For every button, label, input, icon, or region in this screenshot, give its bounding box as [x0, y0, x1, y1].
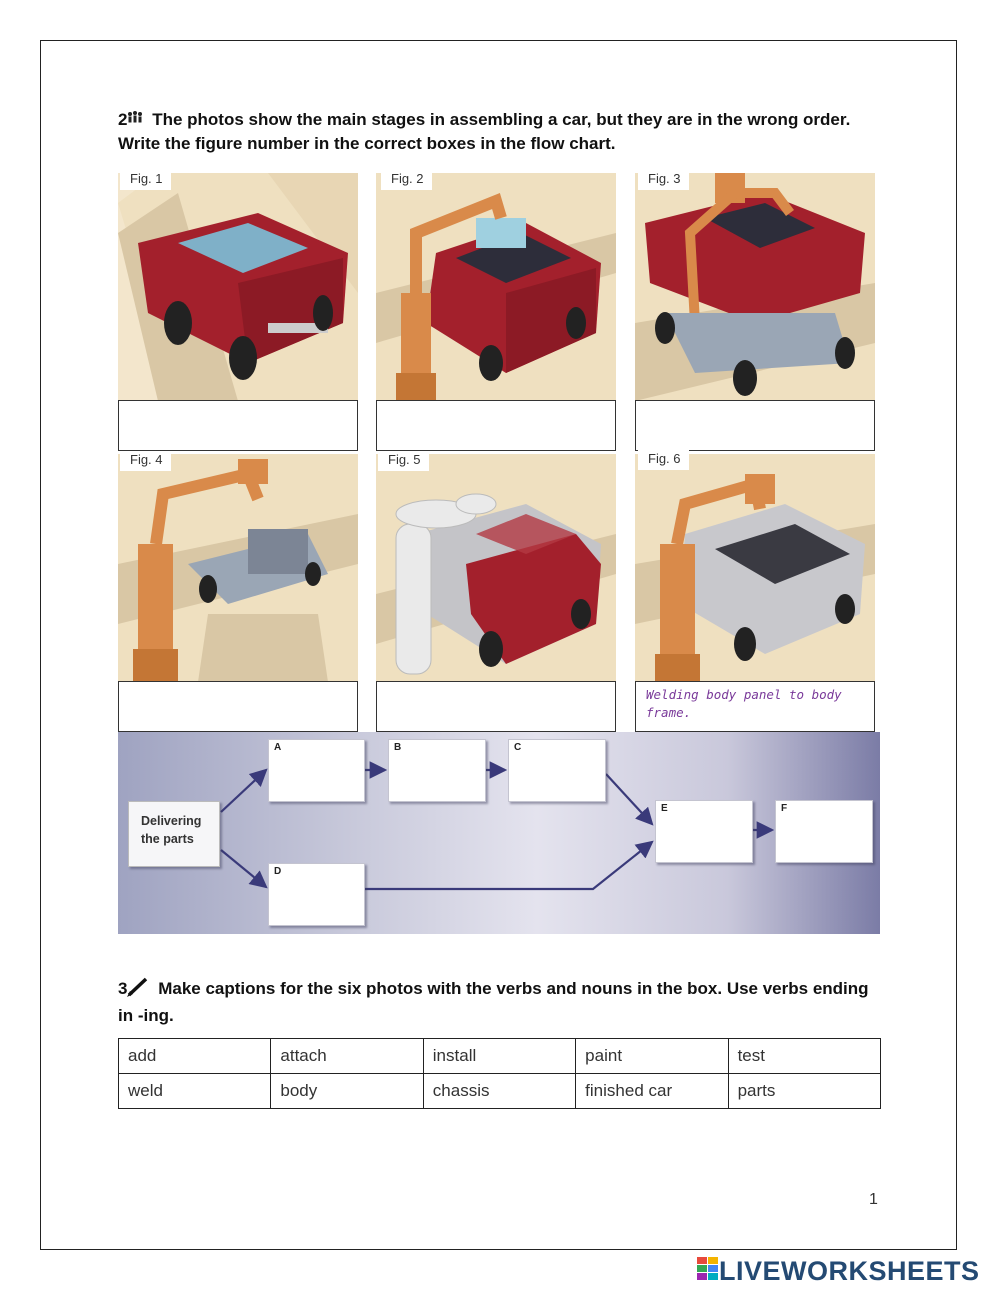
flow-box-f[interactable]: [775, 800, 873, 863]
figure-2-label: Fig. 2: [381, 170, 432, 190]
flow-box-f-label: F: [781, 803, 788, 814]
flow-box-e-label: E: [661, 803, 668, 814]
group-work-icon: [127, 108, 143, 132]
logo-text: LIVEWORKSHEETS: [719, 1256, 980, 1286]
figure-3-caption-box[interactable]: [635, 400, 875, 451]
flow-box-a[interactable]: [268, 739, 365, 802]
figure-6-caption-box[interactable]: [635, 681, 875, 732]
flow-box-d[interactable]: [268, 863, 365, 926]
question-3-text: Make captions for the six photos with the verbs and nouns in the box. Use verbs ending in -ing.: [118, 979, 869, 1025]
figure-6-caption: Welding body panel to body frame.: [646, 687, 842, 720]
figure-4-image: [118, 454, 358, 682]
table-cell: attach: [271, 1039, 423, 1074]
figure-3-image: [635, 173, 875, 401]
flow-box-a-label: A: [274, 742, 282, 753]
question-2-heading: [118, 108, 888, 156]
liveworksheets-logo[interactable]: [697, 1257, 980, 1285]
flow-box-b-label: B: [394, 742, 402, 753]
arrow-start-to-d: [221, 850, 266, 887]
table-cell: weld: [119, 1074, 271, 1109]
figure-1-caption-box[interactable]: [118, 400, 358, 451]
table-cell: paint: [576, 1039, 728, 1074]
figure-5-image: [376, 454, 616, 682]
table-cell: finished car: [576, 1074, 728, 1109]
table-cell: install: [423, 1039, 575, 1074]
flow-box-e[interactable]: [655, 800, 753, 863]
arrow-start-to-a: [221, 770, 266, 812]
table-cell: test: [728, 1039, 880, 1074]
figure-4-caption-box[interactable]: [118, 681, 358, 732]
logo-blocks-icon: [697, 1257, 719, 1286]
vocab-table: [118, 1038, 881, 1109]
table-cell: parts: [728, 1074, 880, 1109]
flow-box-c-label: C: [514, 742, 522, 753]
pencil-icon: [127, 977, 149, 1004]
table-row: [119, 1074, 881, 1109]
page-number: 1: [869, 1191, 878, 1208]
question-2-number: 2: [118, 110, 128, 129]
figure-1-label: Fig. 1: [120, 170, 171, 190]
flow-arrows: [118, 732, 880, 934]
figure-1-image: [118, 173, 358, 401]
figure-3-label: Fig. 3: [638, 170, 689, 190]
flow-box-c[interactable]: [508, 739, 606, 802]
flow-start-box: Delivering the parts: [128, 801, 220, 867]
figure-2-caption-box[interactable]: [376, 400, 616, 451]
figure-5-label: Fig. 5: [378, 451, 429, 471]
table-row: [119, 1039, 881, 1074]
flow-box-d-label: D: [274, 866, 282, 877]
question-3-number: 3: [118, 979, 128, 998]
flow-box-b[interactable]: [388, 739, 486, 802]
figure-6-label: Fig. 6: [638, 450, 689, 470]
figure-5-caption-box[interactable]: [376, 681, 616, 732]
figure-6-image: [635, 454, 875, 682]
table-cell: body: [271, 1074, 423, 1109]
question-2-text: The photos show the main stages in assembling a car, but they are in the wrong order. Write the figure number in the correct boxes in the flow chart.: [118, 110, 851, 153]
arrow-d-to-e: [363, 842, 652, 889]
table-cell: add: [119, 1039, 271, 1074]
arrow-c-to-e: [606, 774, 652, 824]
question-3-heading: [118, 977, 888, 1028]
table-cell: chassis: [423, 1074, 575, 1109]
figure-2-image: [376, 173, 616, 401]
flow-chart: [118, 732, 880, 934]
figure-4-label: Fig. 4: [120, 451, 171, 471]
